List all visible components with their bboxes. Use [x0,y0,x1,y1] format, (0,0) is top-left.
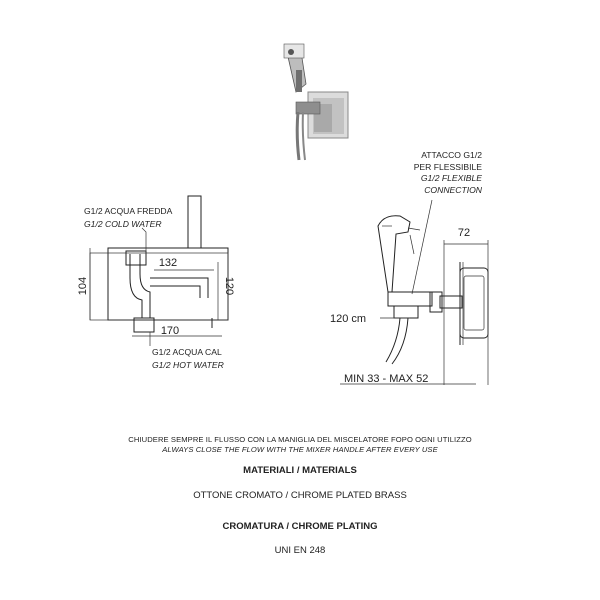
materials-value: OTTONE CROMATO / CHROME PLATED BRASS [193,490,407,501]
dimension-height: 104 [77,276,89,296]
dimension-inner-width: 132 [158,257,178,269]
hot-water-label-en: G1/2 HOT WATER [152,360,224,370]
hose-length-label: 120 cm [330,313,367,325]
plating-heading: CROMATURA / CHROME PLATING [222,521,378,532]
cold-water-label-it: G1/2 ACQUA FREDDA [84,206,173,216]
dimension-depth: 72 [457,227,471,239]
connection-label-it-1: ATTACCO G1/2 [421,150,482,160]
connection-label-en-1: G1/2 FLEXIBLE [420,173,482,183]
dimension-right: 120 [223,276,235,296]
connection-label-en-2: CONNECTION [424,185,482,195]
product-photo [284,44,348,160]
dimension-width: 170 [160,325,180,337]
hot-water-label-it: G1/2 ACQUA CAL [152,347,222,357]
materials-heading: MATERIALI / MATERIALS [243,465,357,476]
connection-label-it-2: PER FLESSIBILE [413,162,482,172]
plating-value: UNI EN 248 [274,545,326,556]
cold-water-label-en: G1/2 COLD WATER [84,219,162,229]
warning-text-en: ALWAYS CLOSE THE FLOW WITH THE MIXER HANDLE AFTER EVERY USE [162,445,438,454]
warning-text-it: CHIUDERE SEMPRE IL FLUSSO CON LA MANIGLIA DEL MISCELATORE FOPO OGNI UTILIZZO [128,435,472,444]
installation-range-label: MIN 33 - MAX 52 [344,373,429,385]
